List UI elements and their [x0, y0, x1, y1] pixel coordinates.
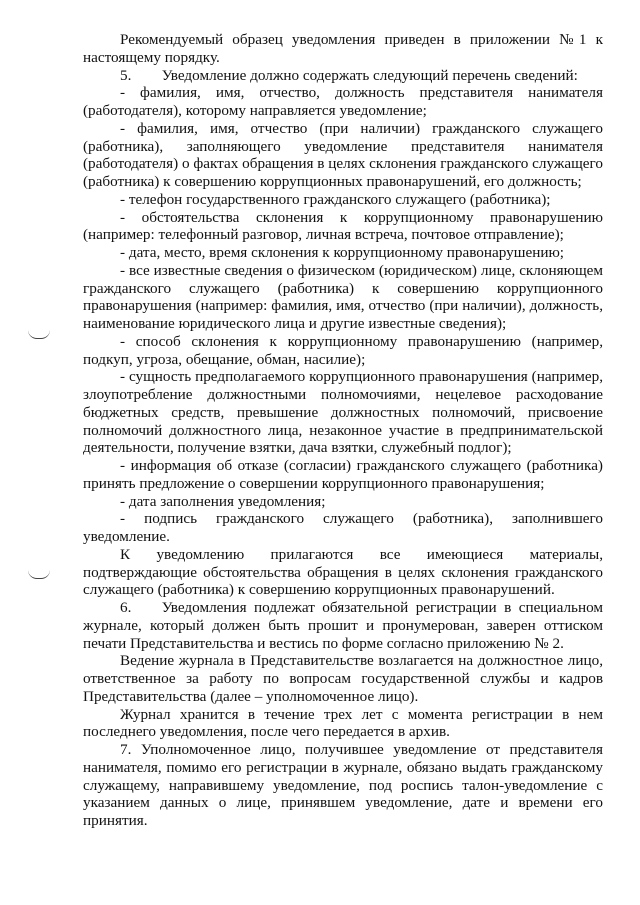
paragraph: - подпись гражданского служащего (работника), заполнившего уведомление.	[83, 510, 603, 545]
paragraph: Рекомендуемый образец уведомления приведен в приложении №1 к настоящему порядку.	[83, 31, 603, 66]
paragraph: - обстоятельства склонения к коррупционному правонарушению (например: телефонный разговор, личная встреча, почтовое отправление);	[83, 208, 603, 244]
paragraph: - дата, место, время склонения к коррупционному правонарушению;	[120, 244, 565, 261]
paragraph: - сущность предполагаемого коррупционного правонарушения (например, злоупотребление должностными полномочиями, нецелевое расходование бюджетных средств, превышение должностных полномочий, присвоение полномочий должностного лица, незаконное участие в предпринимательской деятельности, получение взятки, дача взятки, служебный подлог);	[83, 368, 603, 457]
paragraph: - телефон государственного гражданского служащего (работника);	[120, 190, 551, 208]
paragraph: - все известные сведения о физическом (юридическом) лице, склоняющем гражданского служащего (работника) к совершению коррупционного правонарушения (например: фамилия, имя, отчество (при наличии), должность, наименование юридического лица и другие известные сведения);	[83, 261, 603, 332]
paragraph: 7. Уполномоченное лицо, получившее уведомление от представителя нанимателя, помимо его регистрации в журнале, обязано выдать гражданскому служащему, направившему уведомление, под роспись талон-уведомление с указанием данных о лице, принявшем уведомление, дате и времени его принятия.	[83, 741, 603, 829]
paragraph: - фамилия, имя, отчество, должность представителя нанимателя (работодателя), которому направляется уведомление;	[83, 84, 603, 119]
paragraph: 6. Уведомления подлежат обязательной регистрации в специальном журнале, который должен быть прошит и пронумерован, заверен оттиском печати Представительства и вестись по форме согласно приложению № 2.	[83, 599, 603, 652]
paragraph: Ведение журнала в Представительстве возлагается на должностное лицо, ответственное за работу по вопросам государственной службы и кадров Представительства (далее – уполномоченное лицо).	[83, 652, 603, 705]
paragraph: - дата заполнения уведомления;	[120, 492, 326, 510]
margin-mark	[28, 330, 50, 339]
paragraph: - способ склонения к коррупционному правонарушению (например, подкуп, угроза, обещание, обман, насилие);	[83, 332, 603, 368]
document-body	[83, 31, 603, 830]
margin-mark	[28, 570, 50, 579]
paragraph: 5. Уведомление должно содержать следующий перечень сведений:	[120, 66, 578, 84]
paragraph: К уведомлению прилагаются все имеющиеся материалы, подтверждающие обстоятельства обращения в целях склонения гражданского служащего (работника) к совершению коррупционных правонарушений.	[83, 545, 603, 599]
paragraph: Журнал хранится в течение трех лет с момента регистрации в нем последнего уведомления, после чего передается в архив.	[83, 705, 603, 741]
paragraph: - информация об отказе (согласии) гражданского служащего (работника) принять предложение о совершении коррупционного правонарушения;	[83, 457, 603, 492]
paragraph: - фамилия, имя, отчество (при наличии) гражданского служащего (работника), заполняющего уведомление представителя нанимателя (работодателя) о фактах обращения в целях склонения гражданского служащего (работника) к совершению коррупционных правонарушений, его должность;	[83, 119, 603, 190]
